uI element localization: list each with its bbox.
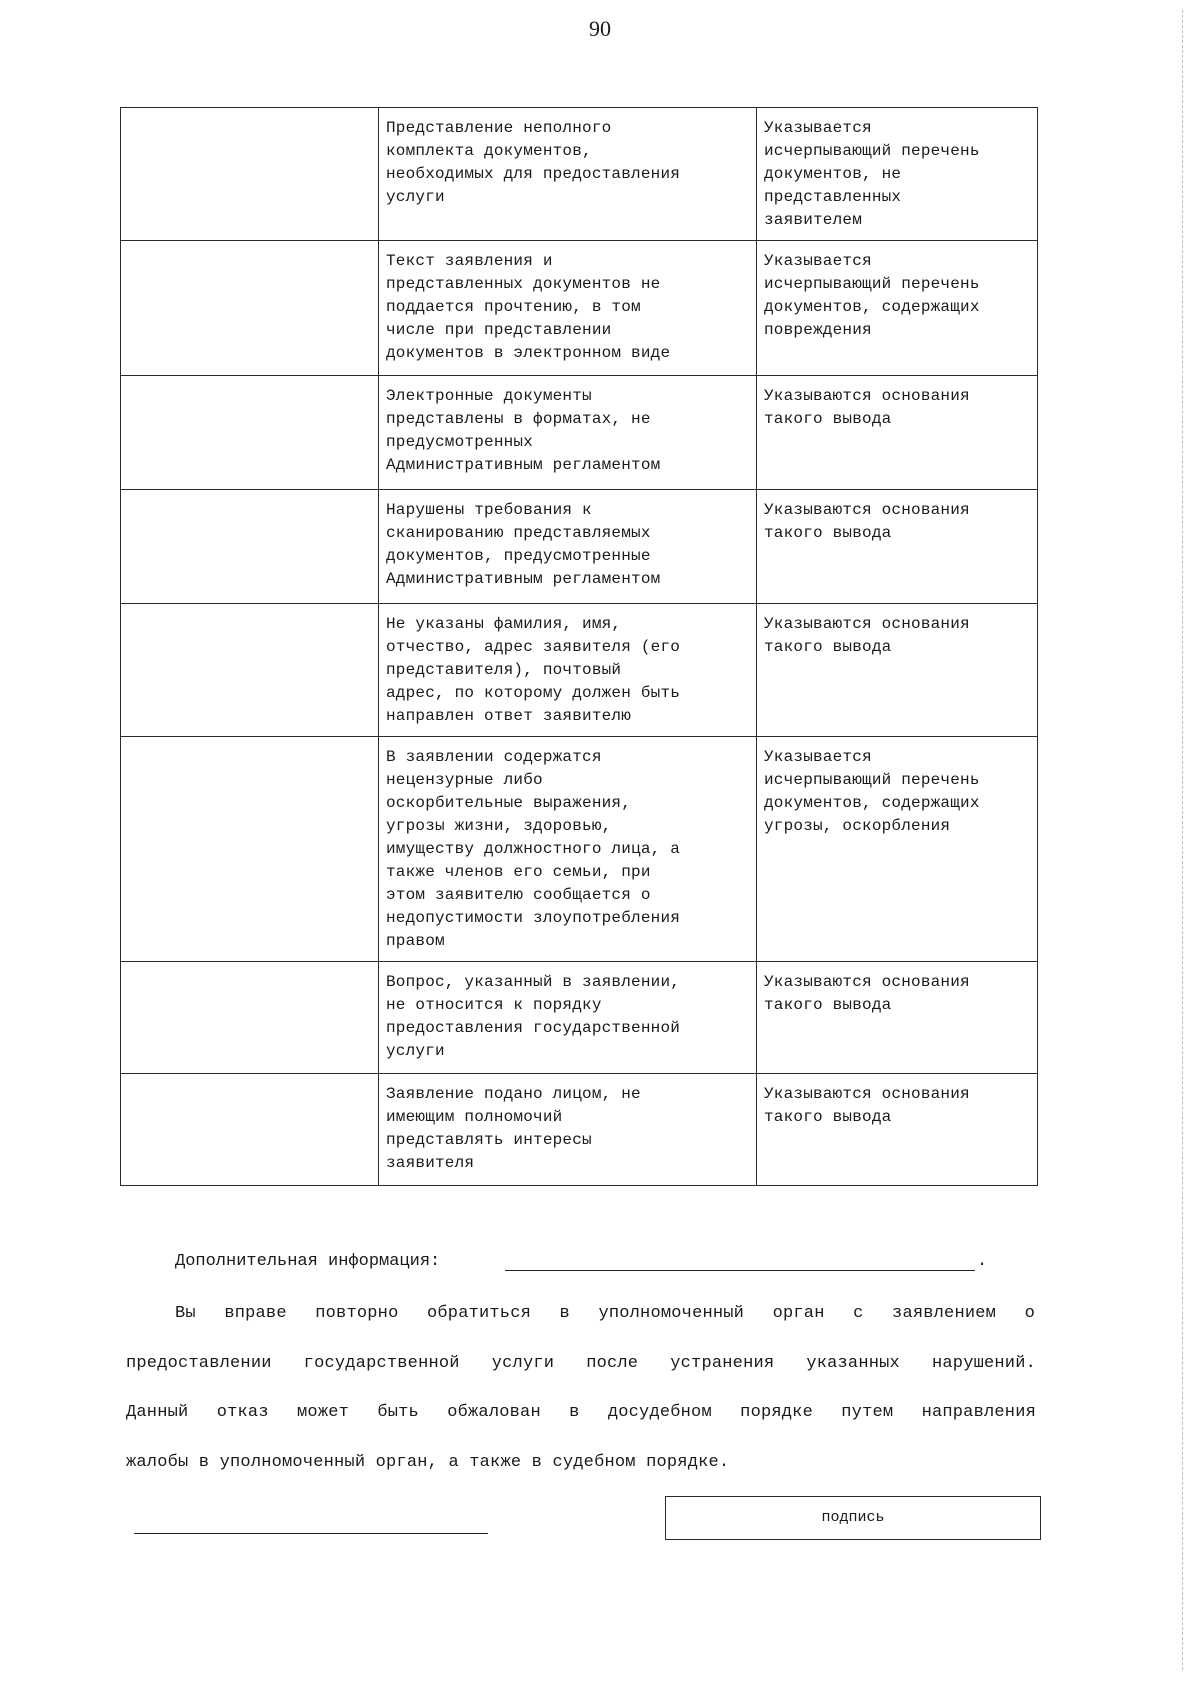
table-cell-explanation: Указывается исчерпывающий перечень документов, содержащих повреждения xyxy=(757,241,1038,376)
table-cell-explanation: Указывается исчерпывающий перечень документов, не представленных заявителем xyxy=(757,108,1038,241)
table-cell-number xyxy=(121,241,379,376)
table-cell-reason: Нарушены требования к сканированию представляемых документов, предусмотренные Административным регламентом xyxy=(379,490,757,604)
table-cell-reason: Не указаны фамилия, имя, отчество, адрес заявителя (его представителя), почтовый адрес, по которому должен быть направлен ответ заявителю xyxy=(379,604,757,737)
table-cell-number xyxy=(121,962,379,1074)
table-cell-reason: Электронные документы представлены в форматах, не предусмотренных Административным регламентом xyxy=(379,376,757,490)
table-row xyxy=(121,737,1038,962)
table-cell-number xyxy=(121,604,379,737)
table-row xyxy=(121,1074,1038,1186)
table-cell-reason: Вопрос, указанный в заявлении, не относится к порядку предоставления государственной услуги xyxy=(379,962,757,1074)
table-cell-reason: Текст заявления и представленных документов не поддается прочтению, в том числе при представлении документов в электронном виде xyxy=(379,241,757,376)
table-cell-explanation: Указываются основания такого вывода xyxy=(757,376,1038,490)
additional-info-field[interactable] xyxy=(505,1270,975,1271)
table-row xyxy=(121,376,1038,490)
scan-edge-artifact xyxy=(1182,10,1186,1670)
table-cell-number xyxy=(121,376,379,490)
additional-info-label: Дополнительная информация: xyxy=(175,1252,441,1271)
notice-paragraph-line-2: предоставлении государственной услуги после устранения указанных нарушений. xyxy=(126,1354,1036,1373)
notice-paragraph-line-1: Вы вправе повторно обратиться в уполномоченный орган с заявлением о xyxy=(175,1304,1035,1323)
table-cell-number xyxy=(121,737,379,962)
table-cell-explanation: Указываются основания такого вывода xyxy=(757,604,1038,737)
notice-paragraph-line-4: жалобы в уполномоченный орган, а также в судебном порядке. xyxy=(126,1453,730,1472)
notice-paragraph-line-3: Данный отказ может быть обжалован в досудебном порядке путем направления xyxy=(126,1403,1036,1422)
table-row xyxy=(121,241,1038,376)
signature-name-line[interactable] xyxy=(134,1533,488,1534)
table-row xyxy=(121,108,1038,241)
table-cell-reason: В заявлении содержатся нецензурные либо оскорбительные выражения, угрозы жизни, здоровью, имуществу должностного лица, а также членов его семьи, при этом заявителю сообщается о недопустимости злоупотребления правом xyxy=(379,737,757,962)
additional-info-trailing-dot: . xyxy=(977,1252,988,1271)
table-row xyxy=(121,962,1038,1074)
table-cell-explanation: Указываются основания такого вывода xyxy=(757,490,1038,604)
signature-box[interactable]: подпись xyxy=(665,1496,1041,1540)
table-cell-number xyxy=(121,1074,379,1186)
table-row xyxy=(121,604,1038,737)
table-cell-number xyxy=(121,108,379,241)
refusal-reasons-table xyxy=(120,107,1038,1186)
table-row xyxy=(121,490,1038,604)
table-cell-explanation: Указывается исчерпывающий перечень документов, содержащих угрозы, оскорбления xyxy=(757,737,1038,962)
page-number: 90 xyxy=(589,16,611,41)
table-cell-explanation: Указываются основания такого вывода xyxy=(757,1074,1038,1186)
table-cell-reason: Заявление подано лицом, не имеющим полномочий представлять интересы заявителя xyxy=(379,1074,757,1186)
table-cell-explanation: Указываются основания такого вывода xyxy=(757,962,1038,1074)
table-cell-reason: Представление неполного комплекта документов, необходимых для предоставления услуги xyxy=(379,108,757,241)
table-cell-number xyxy=(121,490,379,604)
